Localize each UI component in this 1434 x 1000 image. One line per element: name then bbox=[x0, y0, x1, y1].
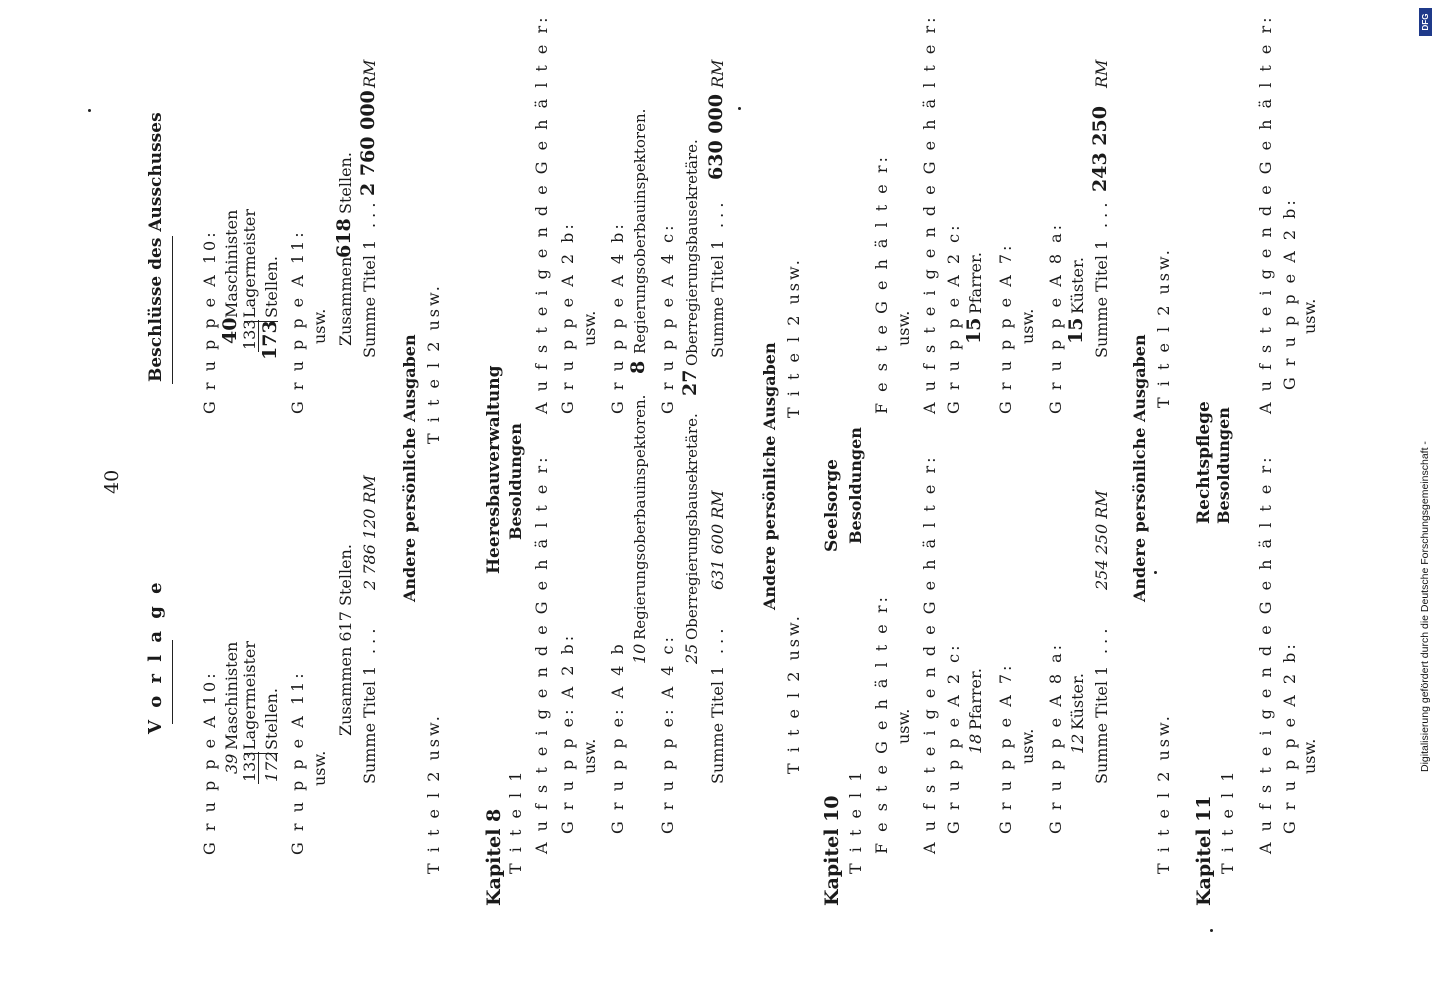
l-k10-summe-titel1: Summe Titel 1 bbox=[1092, 665, 1111, 784]
r-seelsorge-gruppe-a2c: G r u p p e A 2 c: bbox=[944, 222, 963, 414]
l-zusammen: Zusammen 617 Stellen. bbox=[336, 544, 355, 736]
r-seelsorge-gruppe-a8a: G r u p p e A 8 a: bbox=[1046, 221, 1065, 414]
l-k8-n10: 10 bbox=[630, 643, 649, 664]
l-usw: usw. bbox=[310, 750, 329, 786]
l-k10-kuester: Küster. bbox=[1068, 673, 1087, 730]
l-k8-titel1: T i t e l 1 bbox=[506, 768, 525, 874]
r-heeres-oberreg: Oberregierungsbausekretäre. bbox=[683, 139, 701, 366]
r-seelsorge-rm: RM bbox=[1092, 59, 1111, 88]
r-seelsorge-summe-value: 243 250 bbox=[1089, 106, 1111, 192]
l-maschinisten: Maschinisten bbox=[222, 641, 241, 750]
l-summe-value: 2 786 120 RM bbox=[360, 475, 379, 590]
r-seelsorge-kuester: Küster. bbox=[1068, 257, 1087, 314]
digitization-note bbox=[1418, 390, 1432, 772]
l-n172: 172 bbox=[262, 751, 281, 782]
r-seelsorge-heading: Seelsorge bbox=[822, 459, 842, 552]
l-k10-gruppe-a7: G r u p p e A 7: bbox=[996, 662, 1015, 834]
l-k10-summe-value: 254 250 RM bbox=[1092, 490, 1111, 590]
scan-speck bbox=[1210, 929, 1213, 932]
r-rechts-usw: usw. bbox=[1300, 298, 1319, 334]
r-heeres-summe-titel1: Summe Titel 1 bbox=[708, 239, 727, 358]
l-sum-rule bbox=[258, 752, 259, 784]
r-stellen: Stellen. bbox=[262, 256, 281, 318]
l-k10-feste: F e s t e G e h ä l t e r: bbox=[872, 594, 891, 854]
r-rechts-heading: Rechtspflege bbox=[1194, 401, 1214, 524]
r-seelsorge-n15a: 15 bbox=[963, 317, 985, 344]
l-k8-aufsteigende: A u f s t e i g e n d e G e h ä l t e r: bbox=[532, 454, 551, 854]
l-titel2: T i t e l 2 usw. bbox=[424, 713, 443, 874]
scan-speck bbox=[1154, 571, 1157, 574]
beschluesse-underline bbox=[172, 236, 173, 384]
l-summe-titel1: Summe Titel 1 bbox=[360, 665, 379, 784]
vorlage-underline bbox=[172, 640, 173, 724]
l-k8-oberreg: Oberregierungsbausekretäre. bbox=[683, 413, 701, 640]
r-seelsorge-summe-titel1: Summe Titel 1 bbox=[1092, 239, 1111, 358]
r-heeres-regierungs: Regierungsoberbauinspektoren. bbox=[631, 108, 649, 354]
scan-speck bbox=[738, 107, 741, 110]
r-seelsorge-dots: . . . bbox=[1092, 202, 1111, 228]
l-k10-titel2: T i t e l 2 usw. bbox=[1154, 713, 1173, 874]
r-rechts-gruppe-a2b: G r u p p e A 2 b: bbox=[1280, 197, 1299, 390]
r-lagermeister: Lagermeister bbox=[240, 208, 259, 318]
l-k11-gruppe-a2b: G r u p p e A 2 b: bbox=[1280, 641, 1299, 834]
r-seelsorge-besoldungen: Besoldungen bbox=[846, 427, 865, 544]
l-k8-gruppe-a4b: G r u p p e: A 4 b bbox=[608, 641, 627, 834]
l-stellen: Stellen. bbox=[262, 688, 281, 750]
l-gruppe-a10: G r u p p e A 10: bbox=[200, 670, 219, 855]
r-seelsorge-feste: F e s t e G e h ä l t e r: bbox=[872, 154, 891, 414]
dfg-logo bbox=[1419, 8, 1432, 36]
l-k8-regierungs: Regierungsoberbauinspektoren. bbox=[631, 394, 649, 640]
r-andere3: Andere persönliche Ausgaben bbox=[1130, 334, 1149, 602]
l-k8-usw: usw. bbox=[580, 738, 599, 774]
l-gruppe-a11: G r u p p e A 11: bbox=[288, 670, 307, 855]
r-n618: 618 bbox=[333, 218, 355, 258]
l-k10-n18: 18 bbox=[966, 733, 985, 754]
beschluesse-heading: Beschlüsse des Ausschusses bbox=[146, 112, 166, 382]
r-summe-dots: . . . bbox=[360, 202, 379, 228]
r-usw: usw. bbox=[310, 308, 329, 344]
r-summe-titel1: Summe Titel 1 bbox=[360, 239, 379, 358]
l-k8-summe-titel1: Summe Titel 1 bbox=[708, 665, 727, 784]
l-k10-aufsteigende: A u f s t e i g e n d e G e h ä l t e r: bbox=[920, 454, 939, 854]
l-k8-n25: 25 bbox=[682, 643, 701, 664]
l-k8-gruppe-a2b: G r u p p e: A 2 b: bbox=[558, 632, 577, 834]
r-seelsorge-titel2: T i t e l 2 usw. bbox=[1154, 247, 1173, 408]
r-seelsorge-pfarrer: Pfarrer. bbox=[966, 252, 985, 314]
page-number: 40 bbox=[101, 469, 123, 494]
r-n133: 133 bbox=[240, 319, 259, 350]
r-seelsorge-n15b: 15 bbox=[1065, 317, 1087, 344]
r-gruppe-a10: G r u p p e A 10: bbox=[200, 229, 219, 414]
l-k8-dots: . . . bbox=[708, 628, 727, 654]
r-heeres-aufsteigende: A u f s t e i g e n d e G e h ä l t e r: bbox=[532, 14, 551, 414]
r-seelsorge-aufsteigende: A u f s t e i g e n d e G e h ä l t e r: bbox=[920, 14, 939, 414]
r-maschinisten: Maschinisten bbox=[222, 209, 241, 318]
l-kapitel10: Kapitel 10 bbox=[821, 795, 843, 906]
l-k11-aufsteigende: A u f s t e i g e n d e G e h ä l t e r: bbox=[1256, 454, 1275, 854]
r-gruppe-a11: G r u p p e A 11: bbox=[288, 229, 307, 414]
r-summe-rm: RM bbox=[360, 59, 379, 88]
l-k8-summe-value: 631 600 RM bbox=[708, 490, 727, 590]
l-kapitel8: Kapitel 8 bbox=[483, 808, 505, 906]
r-andere2: Andere persönliche Ausgaben bbox=[760, 342, 779, 610]
l-k10-gruppe-a8a: G r u p p e A 8 a: bbox=[1046, 641, 1065, 834]
l-k10-usw2: usw. bbox=[1018, 728, 1037, 764]
r-heeres-heading: Heeresbauverwaltung bbox=[484, 365, 504, 574]
l-k10-dots: . . . bbox=[1092, 628, 1111, 654]
r-zusammen-post: Stellen. bbox=[336, 152, 355, 214]
scan-speck bbox=[88, 109, 91, 112]
vorlage-heading: V o r l a g e bbox=[145, 579, 166, 734]
r-heeres-besoldungen: Besoldungen bbox=[506, 423, 525, 540]
l-k8-titel2: T i t e l 2 usw. bbox=[784, 613, 803, 774]
l-n39: 39 bbox=[222, 753, 241, 774]
l-k10-gruppe-a2c: G r u p p e A 2 c: bbox=[944, 642, 963, 834]
r-heeres-n27: 27 bbox=[679, 369, 701, 396]
r-heeres-usw: usw. bbox=[580, 310, 599, 346]
r-heeres-titel2: T i t e l 2 usw. bbox=[784, 257, 803, 418]
r-seelsorge-gruppe-a7: G r u p p e A 7: bbox=[996, 242, 1015, 414]
l-n133: 133 bbox=[240, 751, 259, 782]
r-titel2: T i t e l 2 usw. bbox=[424, 283, 443, 444]
l-summe-dots: . . . bbox=[360, 628, 379, 654]
r-heeres-gruppe-a2b: G r u p p e A 2 b: bbox=[558, 221, 577, 414]
r-heeres-rm: RM bbox=[708, 59, 727, 88]
l-k11-usw: usw. bbox=[1300, 738, 1319, 774]
dfg-logo-text: DFG bbox=[1421, 13, 1430, 31]
r-summe-value: 2 760 000 bbox=[357, 90, 379, 196]
r-heeres-dots: . . . bbox=[708, 202, 727, 228]
r-zusammen-pre: Zusammen bbox=[336, 256, 355, 346]
l-k10-titel1: T i t e l 1 bbox=[846, 768, 865, 874]
l-k10-pfarrer: Pfarrer. bbox=[966, 668, 985, 730]
r-heeres-summe-value: 630 000 bbox=[705, 94, 727, 180]
r-seelsorge-usw2: usw. bbox=[1018, 308, 1037, 344]
digitization-note-text: Digitalisierung gefördert durch die Deutsche Forschungsgemeinschaft - bbox=[1419, 441, 1431, 772]
r-andere1: Andere persönliche Ausgaben bbox=[400, 334, 419, 602]
l-k8-gruppe-a4c: G r u p p e: A 4 c: bbox=[658, 634, 677, 834]
r-rechts-aufsteigende: A u f s t e i g e n d e G e h ä l t e r: bbox=[1256, 14, 1275, 414]
r-rechts-besoldungen: Besoldungen bbox=[1214, 407, 1233, 524]
l-lagermeister: Lagermeister bbox=[240, 640, 259, 750]
l-k10-usw1: usw. bbox=[894, 708, 913, 744]
r-heeres-n8: 8 bbox=[627, 360, 649, 374]
r-n40: 40 bbox=[219, 317, 241, 344]
r-n173: 173 bbox=[259, 320, 281, 360]
r-seelsorge-usw1: usw. bbox=[894, 310, 913, 346]
l-k10-n12: 12 bbox=[1068, 733, 1087, 754]
r-heeres-gruppe-a4c: G r u p p e A 4 c: bbox=[658, 222, 677, 414]
r-heeres-gruppe-a4b: G r u p p e A 4 b: bbox=[608, 221, 627, 414]
l-k11-titel1: T i t e l 1 bbox=[1218, 768, 1237, 874]
l-kapitel11: Kapitel 11 bbox=[1193, 795, 1215, 906]
